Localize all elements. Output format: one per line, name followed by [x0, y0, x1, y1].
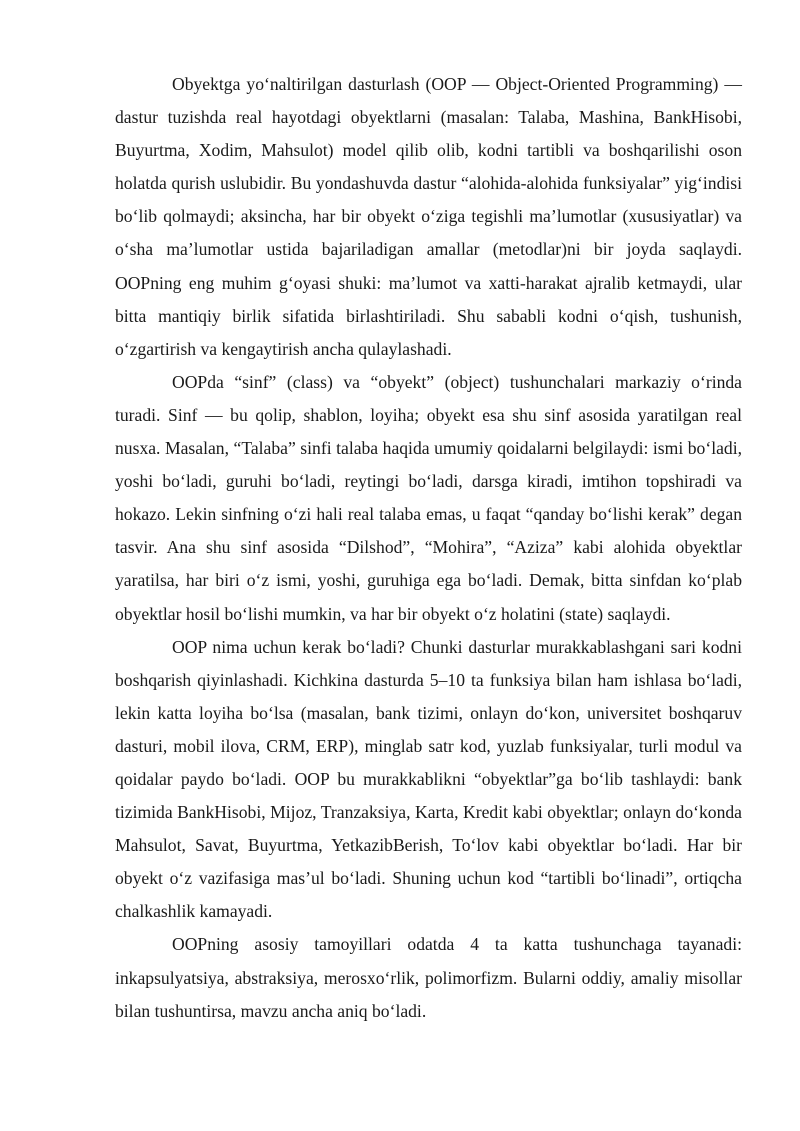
document-page	[115, 68, 742, 1028]
paragraph-class-object: OOPda “sinf” (class) va “obyekt” (object) tushunchalari markaziy o‘rinda turadi. Sinf — bu qolip, shablon, loyiha; obyekt esa shu sinf asosida yaratilgan real nusxa. Masalan, “Talaba” sinfi talaba haqida umumiy qoidalarni belgilaydi: ismi bo‘ladi, yoshi bo‘ladi, guruhi bo‘ladi, reytingi bo‘ladi, darsga kiradi, imtihon topshiradi va hokazo. Lekin sinfning o‘zi hali real talaba emas, u faqat “qanday bo‘lishi kerak” degan tasvir. Ana shu sinf asosida “Dilshod”, “Mohira”, “Aziza” kabi alohida obyektlar yaratilsa, har biri o‘z ismi, yoshi, guruhiga ega bo‘ladi. Demak, bitta sinfdan ko‘plab obyektlar hosil bo‘lishi mumkin, va har bir obyekt o‘z holatini (state) saqlaydi.	[115, 371, 742, 624]
paragraph-oop-principles: OOPning asosiy tamoyillari odatda 4 ta katta tushunchaga tayanadi: inkapsulyatsiya, abstraksiya, merosxo‘rlik, polimorfizm. Bularni oddiy, amaliy misollar bilan tushuntirsa, mavzu ancha aniq bo‘ladi.	[115, 934, 742, 1021]
paragraph-oop-definition: Obyektga yo‘naltirilgan dasturlash (OOP — Object-Oriented Programming) — dastur tuzishda real hayotdagi obyektlarni (masalan: Talaba, Mashina, BankHisobi, Buyurtma, Xodim, Mahsulot) model qilib olib, kodni tartibli va boshqarilishi oson holatda qurish uslubidir. Bu yondashuvda dastur “alohida-alohida funksiyalar” yig‘indisi bo‘lib qolmaydi; aksincha, har bir obyekt o‘ziga tegishli ma’lumotlar (xususiyatlar) va o‘sha ma’lumotlar ustida bajariladigan amallar (metodlar)ni bir joyda saqlaydi. OOPning eng muhim g‘oyasi shuki: ma’lumot va xatti-harakat ajralib ketmaydi, ular bitta mantiqiy birlik sifatida birlashtiriladi. Shu sababli kodni o‘qish, tushunish, o‘zgartirish va kengaytirish ancha qulaylashadi.	[115, 74, 742, 359]
paragraph-why-oop: OOP nima uchun kerak bo‘ladi? Chunki dasturlar murakkablashgani sari kodni boshqarish qiyinlashadi. Kichkina dasturda 5–10 ta funksiya bilan ham ishlasa bo‘ladi, lekin katta loyiha bo‘lsa (masalan, bank tizimi, onlayn do‘kon, universitet boshqaruv dasturi, mobil ilova, CRM, ERP), minglab satr kod, yuzlab funksiyalar, turli modul va qoidalar paydo bo‘ladi. OOP bu murakkablikni “obyektlar”ga bo‘lib tashlaydi: bank tizimida BankHisobi, Mijoz, Tranzaksiya, Karta, Kredit kabi obyektlar; onlayn do‘konda Mahsulot, Savat, Buyurtma, YetkazibBerish, To‘lov kabi obyektlar bo‘ladi. Har bir obyekt o‘z vazifasiga mas’ul bo‘ladi. Shuning uchun kod “tartibli bo‘linadi”, ortiqcha chalkashlik kamayadi.	[115, 636, 742, 922]
